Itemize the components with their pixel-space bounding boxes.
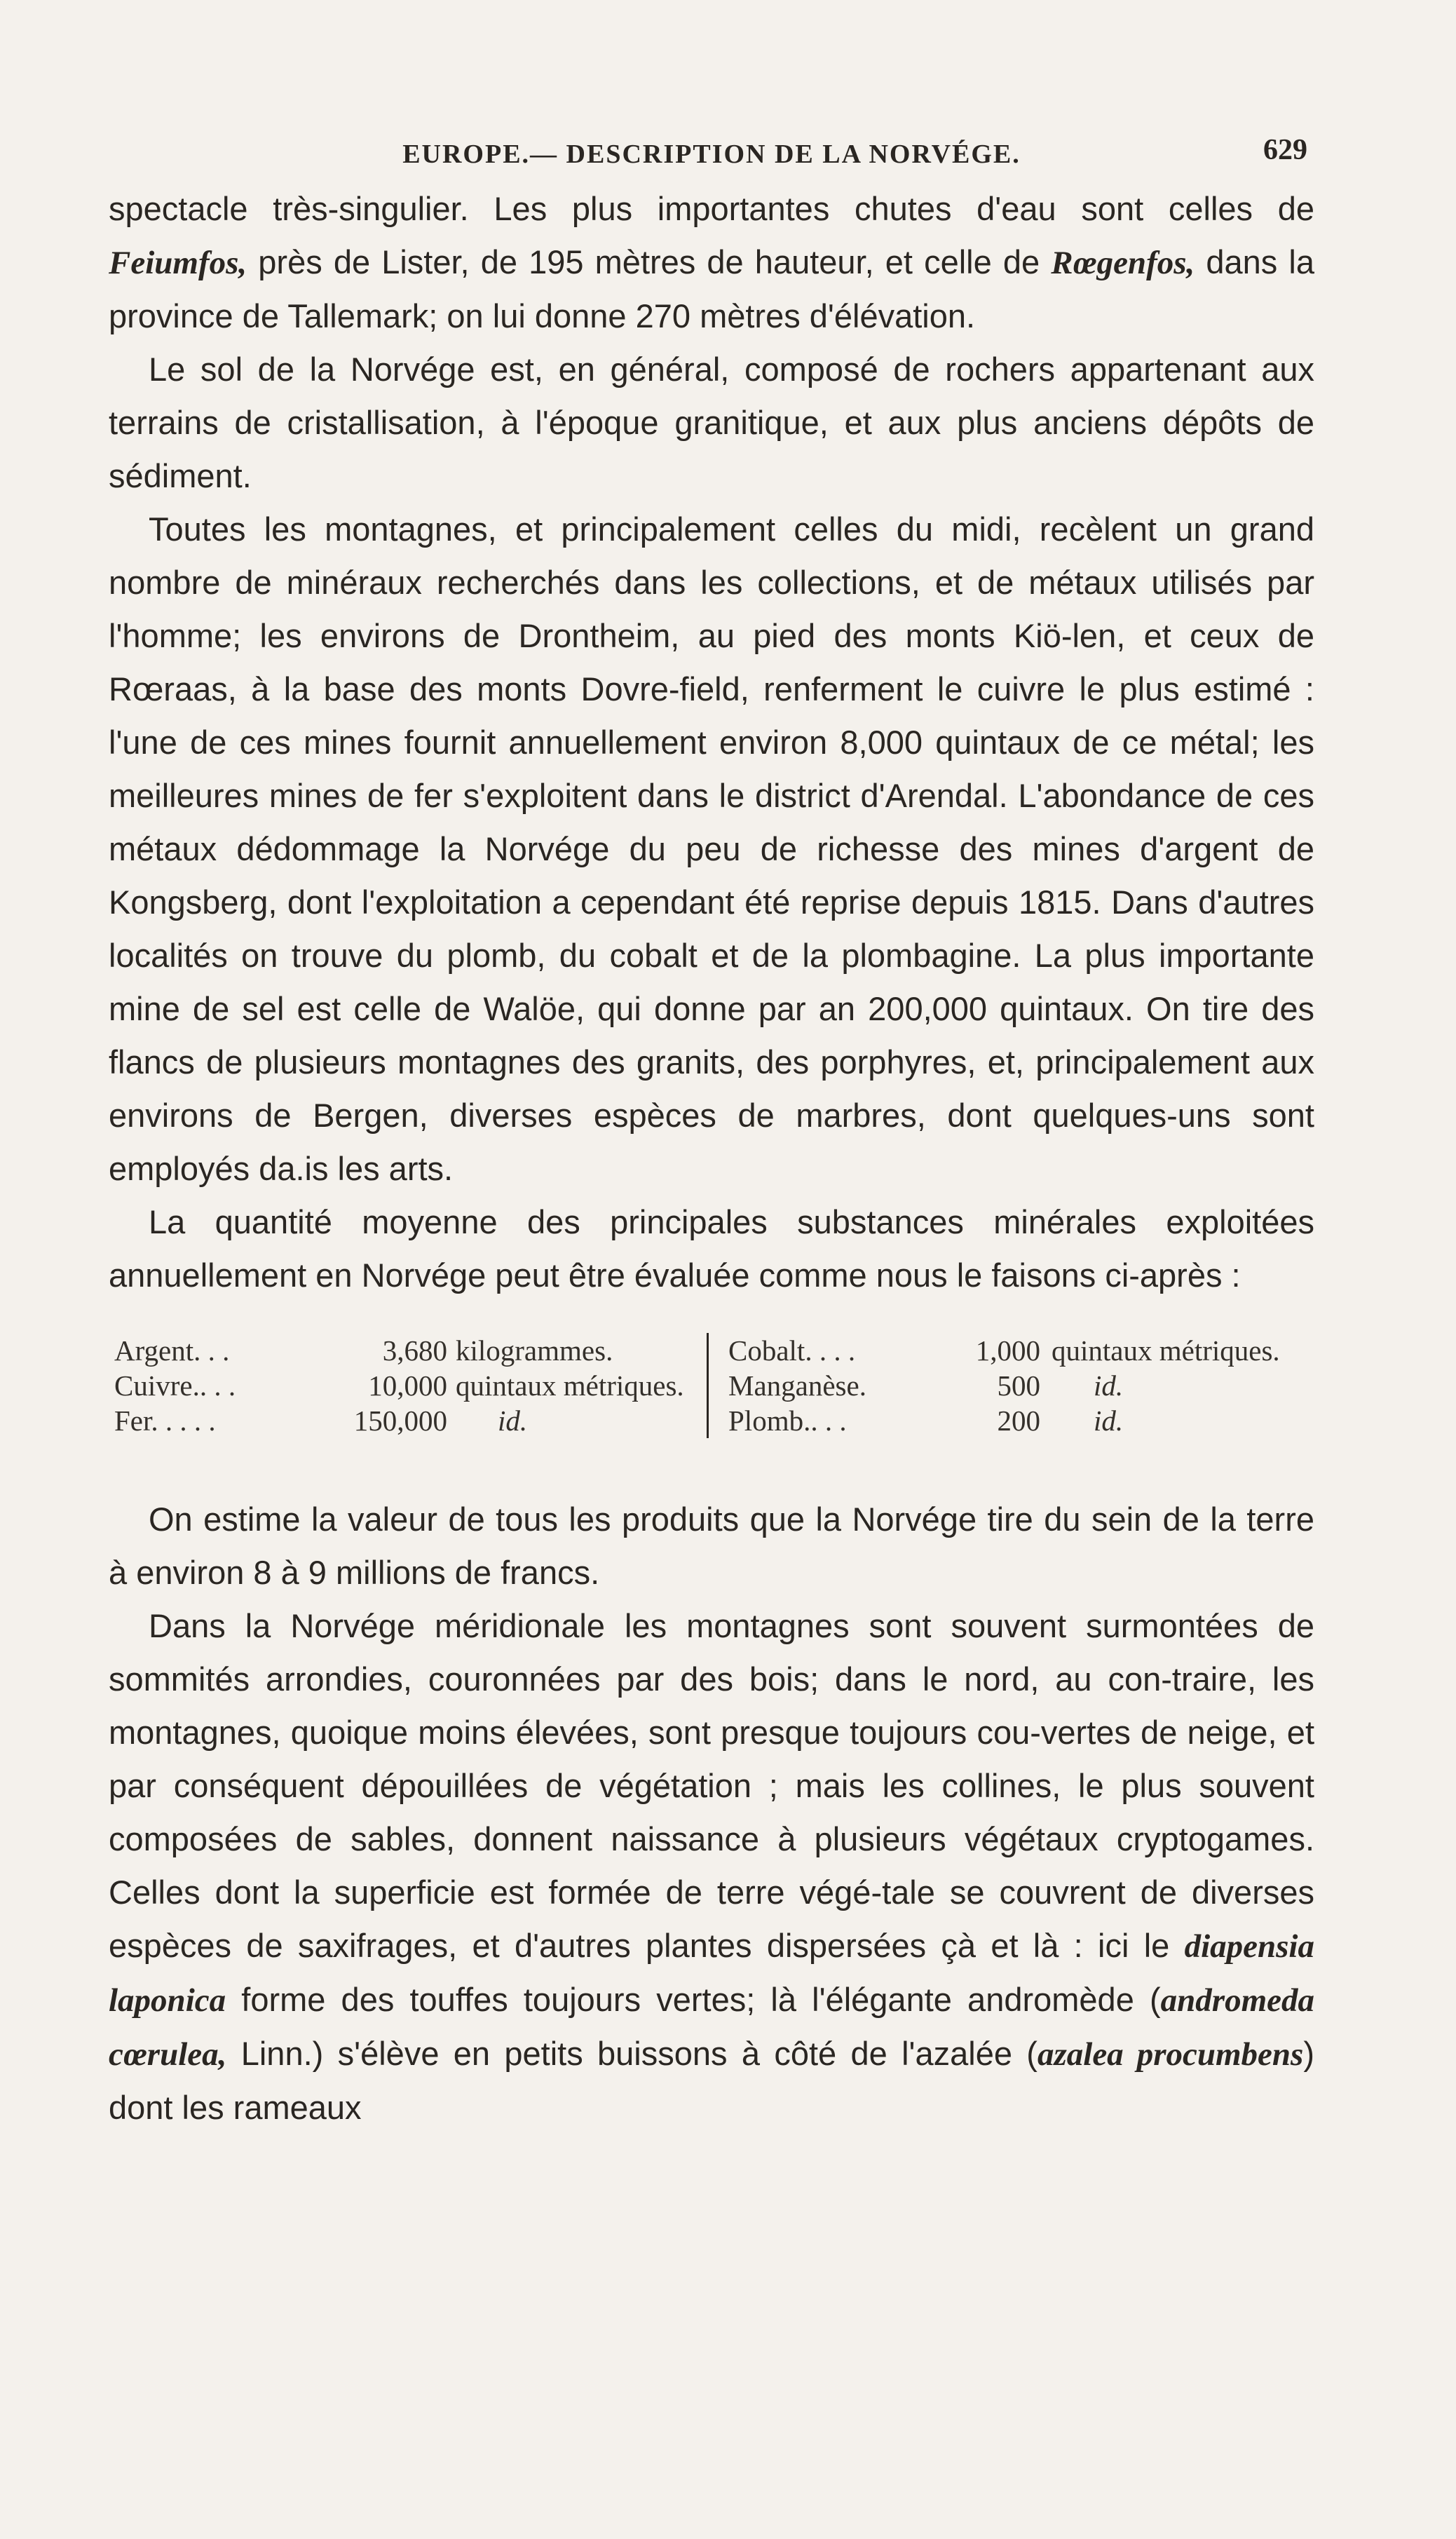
mineral-unit: id. [1094, 1369, 1124, 1402]
table-row [728, 1403, 1310, 1438]
paragraph-soil: Le sol de la Norvége est, en général, composé de rochers appartenant aux terrains de cristallisation, à l'époque granitique, et aux plus anciens dépôts de sédiment. [109, 351, 1314, 494]
running-header [109, 119, 1314, 182]
mineral-quantity: 200 [997, 1404, 1040, 1437]
table-row [114, 1403, 707, 1438]
minerals-table-right-column [707, 1333, 1310, 1438]
mineral-name: Plomb.. . . [728, 1404, 847, 1437]
paragraph-text: Dans la Norvége méridionale les montagnes sont souvent surmontées de sommités arrondies, couronnées par des bois; dans le nord, au con-traire, les montagnes, quoique moins élevées, sont presque toujours cou-vertes de neige, et par conséquent dépouillées de végétation ; mais les collines, le plus souvent composées de sables, donnent naissance à plusieurs végétaux cryptogames. Celles dont la superficie est formée de terre végé-tale se couvrent de diverses espèces de saxifrages, et d'autres plantes dispersées çà et là : ici le [109, 1607, 1314, 1964]
minerals-table [109, 1333, 1314, 1438]
species-andromeda: andromeda cœrulea, [109, 1982, 1314, 2073]
mineral-name: Cobalt. . . . [728, 1334, 856, 1367]
species-azalea: azalea procumbens [1037, 2036, 1304, 2073]
mineral-unit: id. [1094, 1404, 1124, 1437]
minerals-table-left-column [109, 1333, 707, 1438]
paragraph-text: Linn.) s'élève en petits buissons à côté de l'azalée ( [226, 2035, 1037, 2072]
mineral-name: Fer. . . . . [114, 1404, 216, 1437]
place-name-feiumfos: Feiumfos, [109, 245, 247, 281]
paragraph-text: ) dont les rameaux [109, 2035, 1314, 2126]
paragraph-mountains-minerals: Toutes les montagnes, et principalement celles du midi, recèlent un grand nombre de minéraux recherchés dans les collections, et de métaux utilisés par l'homme; les environs de Drontheim, au pied des monts Kiö-len, et ceux de Rœraas, à la base des monts Dovre-field, renferment le cuivre le plus estimé : l'une de ces mines fournit annuellement environ 8,000 quintaux de ce métal; les meilleures mines de fer s'exploitent dans le district d'Arendal. L'abondance de ces métaux dédommage la Norvége du peu de richesse des mines d'argent de Kongsberg, dont l'exploitation a cependant été reprise depuis 1815. Dans d'autres localités on trouve du plomb, du cobalt et de la plombagine. La plus importante mine de sel est celle de Walöe, qui donne par an 200,000 quintaux. On tire des flancs de plusieurs montagnes des granits, des porphyres, et, principalement aux environs de Bergen, diverses espèces de marbres, dont quelques-uns sont employés da.is les arts. [109, 510, 1314, 1187]
paragraph-value-of-products: On estime la valeur de tous les produits que la Norvége tire du sein de la terre à environ 8 à 9 millions de francs. [109, 1501, 1314, 1591]
paragraph-mineral-quantities: La quantité moyenne des principales substances minérales exploitées annuellement en Norvége peut être évaluée comme nous le faisons ci-après : [109, 1203, 1314, 1294]
running-title: EUROPE.— DESCRIPTION DE LA NORVÉGE. [402, 140, 1021, 169]
paragraph-waterfalls [109, 182, 1314, 343]
table-row [114, 1368, 707, 1403]
page-number: 629 [1263, 134, 1307, 166]
paragraph-text: spectacle très-singulier. Les plus importantes chutes d'eau sont celles de [109, 190, 1314, 227]
mineral-name: Cuivre.. . . [114, 1369, 236, 1402]
species-diapensia: diapensia laponica [109, 1928, 1314, 2019]
mineral-unit: id. [498, 1404, 528, 1437]
mineral-unit: quintaux métriques. [1052, 1334, 1280, 1367]
place-name-roegenfos: Rœgenfos, [1051, 245, 1195, 281]
paragraph-text: forme des touffes toujours vertes; là l'élégante andromède ( [226, 1981, 1161, 2018]
paragraph-text: dans la province de Tallemark; on lui donne 270 mètres d'élévation. [109, 243, 1314, 334]
mineral-unit: kilogrammes. [456, 1334, 613, 1367]
table-row [114, 1333, 707, 1368]
table-row [728, 1368, 1310, 1403]
mineral-quantity: 10,000 [368, 1369, 447, 1402]
mineral-unit: quintaux métriques. [456, 1369, 684, 1402]
mineral-name: Argent. . . [114, 1334, 230, 1367]
paragraph-vegetation [109, 1599, 1314, 2134]
mineral-name: Manganèse. [728, 1369, 866, 1402]
mineral-quantity: 1,000 [975, 1334, 1040, 1367]
paragraph-text: près de Lister, de 195 mètres de hauteur, et celle de [247, 243, 1052, 280]
mineral-quantity: 150,000 [353, 1404, 447, 1437]
mineral-quantity: 3,680 [382, 1334, 447, 1367]
book-page [109, 119, 1314, 2134]
mineral-quantity: 500 [997, 1369, 1040, 1402]
table-row [728, 1333, 1310, 1368]
